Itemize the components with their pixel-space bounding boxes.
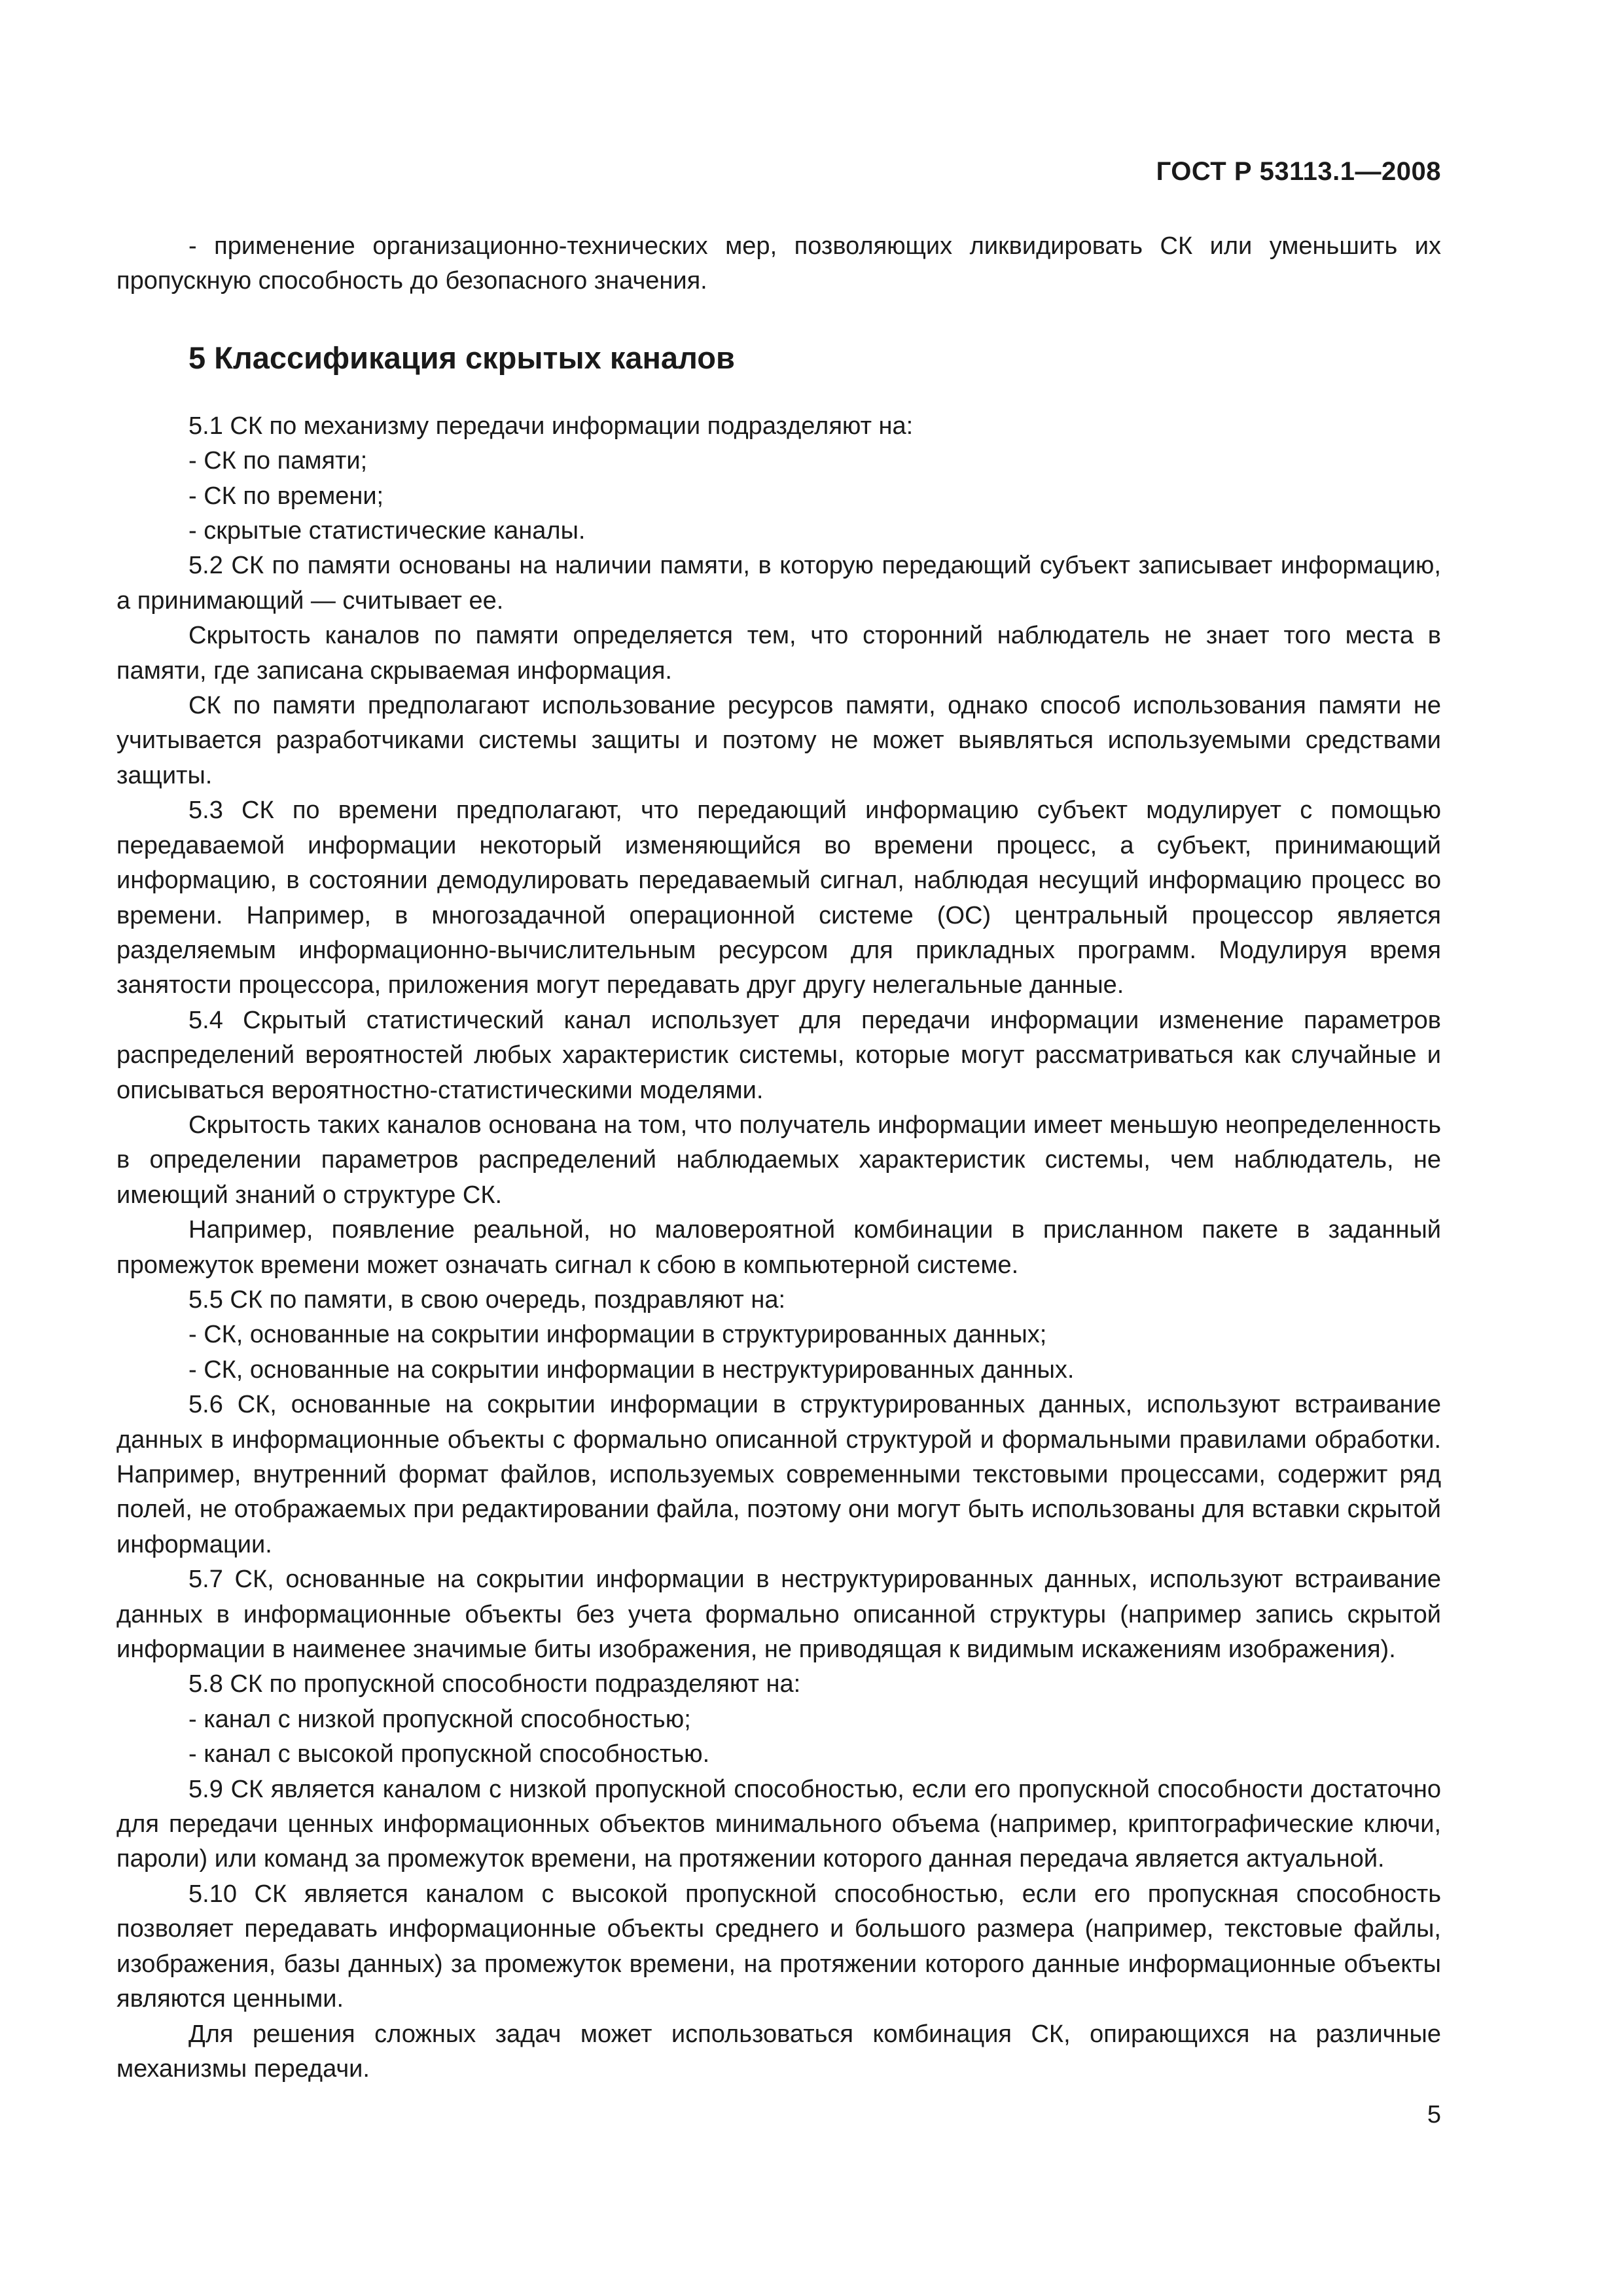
paragraph-5-10: 5.10 СК является каналом с высокой пропускной способностью, если его пропускная способность позволяет передавать информационные объекты среднего и большого размера (например, текстовые файлы, изображения, базы данных) за промежуток времени, на протяжении которого данные информационные объекты являются ценными.: [116, 1880, 1441, 2013]
paragraph-5-4: 5.4 Скрытый статистический канал использует для передачи информации изменение параметров распределений вероятностей любых характеристик системы, которые могут рассматриваться как случайные и описываться вероятностно-статистическими моделями.: [116, 1006, 1441, 1104]
paragraph-5-2: 5.2 СК по памяти основаны на наличии памяти, в которую передающий субъект записывает информацию, а принимающий — считывает ее.: [116, 552, 1441, 615]
list-item-memory: - СК по памяти;: [188, 447, 368, 475]
list-item-low-bandwidth: - канал с низкой пропускной способностью;: [188, 1705, 691, 1733]
list-item-time: - СК по времени;: [188, 482, 384, 510]
list-item-high-bandwidth: - канал с высокой пропускной способностью.: [188, 1740, 710, 1768]
paragraph-statistical-example: Например, появление реальной, но маловероятной комбинации в присланном пакете в заданный промежуток времени может означать сигнал к сбою в компьютерной системе.: [116, 1216, 1441, 1279]
paragraph-statistical-secrecy: Скрытость таких каналов основана на том, что получатель информации имеет меньшую неопределенность в определении параметров распределений наблюдаемых характеристик системы, чем наблюдатель, не имеющий знаний о структуре СК.: [116, 1111, 1441, 1209]
paragraph-memory-secrecy: Скрытость каналов по памяти определяется тем, что сторонний наблюдатель не знает того места в памяти, где записана скрываемая информация.: [116, 622, 1441, 685]
page-number: 5: [1427, 2101, 1441, 2128]
list-item-unstructured: - СК, основанные на сокрытии информации в неструктурированных данных.: [188, 1355, 1075, 1384]
paragraph-5-5: 5.5 СК по памяти, в свою очередь, поздравляют на:: [188, 1285, 786, 1314]
paragraph-combination: Для решения сложных задач может использоваться комбинация СК, опирающихся на различные механизмы передачи.: [116, 2020, 1441, 2083]
paragraph-memory-resources: СК по памяти предполагают использование ресурсов памяти, однако способ использования памяти не учитывается разработчиками системы защиты и поэтому не может выявляться используемыми средствами защиты.: [116, 692, 1441, 789]
paragraph-5-7: 5.7 СК, основанные на сокрытии информации в неструктурированных данных, используют встраивание данных в информационные объекты без учета формально описанной структуры (например запись скрытой информации в наименее значимые биты изображения, не приводящая к видимым искажениям изображения).: [116, 1566, 1441, 1664]
list-item-statistical: - скрытые статистические каналы.: [188, 517, 586, 545]
list-item-structured: - СК, основанные на сокрытии информации в структурированных данных;: [188, 1321, 1047, 1349]
paragraph-5-6: 5.6 СК, основанные на сокрытии информации в структурированных данных, используют встраивание данных в информационные объекты с формально описанной структурой и формальными правилами обработки. Например, внутренний формат файлов, используемых современными текстовыми процессами, содержит ряд полей, не отображаемых при редактировании файла, поэтому они могут быть использованы для вставки скрытой информации.: [116, 1391, 1441, 1558]
paragraph-5-3: 5.3 СК по времени предполагают, что передающий информацию субъект модулирует с помощью передаваемой информации некоторый изменяющийся во времени процесс, а субъект, принимающий информацию, в состоянии демодулировать передаваемый сигнал, наблюдая несущий информацию процесс во времени. Например, в многозадачной операционной системе (ОС) центральный процессор является разделяемым информационно-вычислительным ресурсом для прикладных программ. Модулируя время занятости процессора, приложения могут передавать друг другу нелегальные данные.: [116, 797, 1441, 999]
intro-paragraph: - применение организационно-технических мер, позволяющих ликвидировать СК или уменьшить их пропускную способность до безопасного значения.: [116, 232, 1441, 295]
paragraph-5-8: 5.8 СК по пропускной способности подразделяют на:: [188, 1670, 801, 1698]
paragraph-5-9: 5.9 СК является каналом с низкой пропускной способностью, если его пропускной способности достаточно для передачи ценных информационных объектов минимального объема (например, криптографические ключи, пароли) или команд за промежуток времени, на протяжении которого данная передача является актуальной.: [116, 1775, 1441, 1873]
document-code-header: ГОСТ Р 53113.1—2008: [1156, 157, 1441, 186]
paragraph-5-1: 5.1 СК по механизму передачи информации подразделяют на:: [188, 412, 914, 440]
document-body: [116, 229, 1441, 2087]
section-title: 5 Классификация скрытых каналов: [188, 340, 735, 375]
